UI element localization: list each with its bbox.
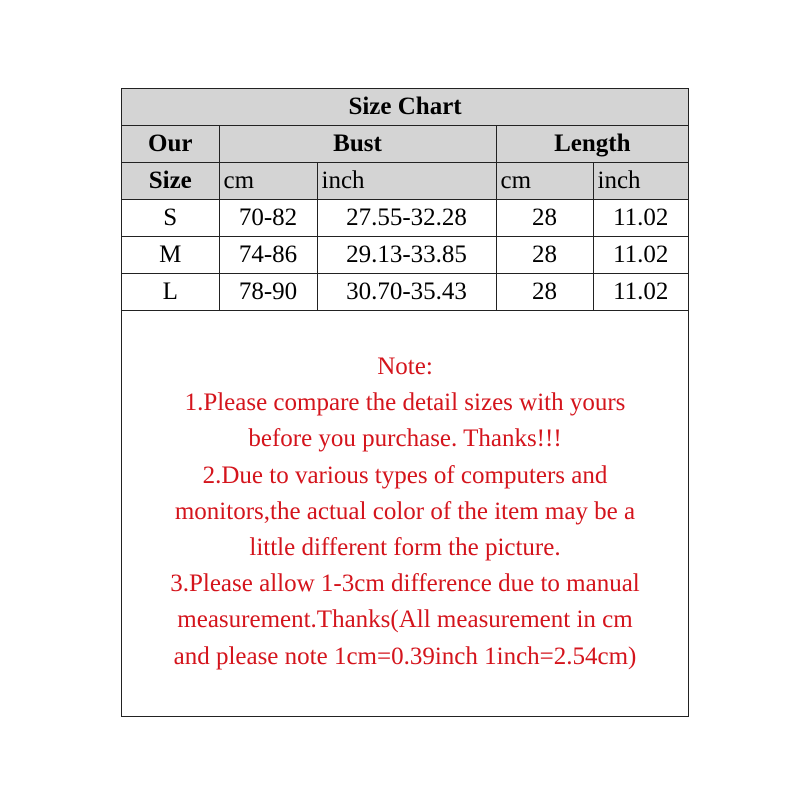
bust-inch-header: inch: [317, 163, 496, 200]
length-cm-cell: 28: [496, 237, 593, 274]
title-row: [122, 89, 688, 126]
size-cell: S: [122, 200, 219, 237]
note-line: before you purchase. Thanks!!!: [248, 425, 562, 453]
length-cm-cell: 28: [496, 274, 593, 311]
length-header: Length: [496, 126, 688, 163]
bust-cm-header: cm: [219, 163, 317, 200]
note-line: monitors,the actual color of the item may be a: [174, 497, 636, 525]
note-line: 2.Due to various types of computers and: [202, 461, 608, 489]
table-title: Size Chart: [122, 89, 688, 126]
bust-inch-cell: 30.70-35.43: [317, 274, 496, 311]
length-cm-cell: 28: [496, 200, 593, 237]
note-line: and please note 1cm=0.39inch 1inch=2.54cm): [173, 642, 637, 670]
note-block: [122, 349, 688, 675]
note-line: 1.Please compare the detail sizes with yours: [184, 389, 626, 417]
length-cm-header: cm: [496, 163, 593, 200]
size-cell: M: [122, 237, 219, 274]
note-line: measurement.Thanks(All measurement in cm: [177, 606, 633, 634]
bust-inch-cell: 27.55-32.28: [317, 200, 496, 237]
header-row-2: [122, 163, 688, 200]
note-line: 3.Please allow 1-3cm difference due to manual: [170, 570, 640, 598]
bust-inch-cell: 29.13-33.85: [317, 237, 496, 274]
header-row-1: [122, 126, 688, 163]
size-chart-frame: [121, 88, 689, 717]
table-row: [122, 200, 688, 237]
table-row: [122, 237, 688, 274]
length-inch-cell: 11.02: [593, 237, 688, 274]
size-cell: L: [122, 274, 219, 311]
length-inch-cell: 11.02: [593, 200, 688, 237]
our-size-header-line1: Our: [122, 126, 219, 163]
length-inch-cell: 11.02: [593, 274, 688, 311]
length-inch-header: inch: [593, 163, 688, 200]
bust-cm-cell: 70-82: [219, 200, 317, 237]
our-size-header-line2: Size: [122, 163, 219, 200]
bust-header: Bust: [219, 126, 496, 163]
bust-cm-cell: 74-86: [219, 237, 317, 274]
size-chart-table: [122, 89, 688, 311]
table-row: [122, 274, 688, 311]
note-heading: Note:: [377, 353, 433, 380]
bust-cm-cell: 78-90: [219, 274, 317, 311]
note-line: little different form the picture.: [249, 534, 561, 562]
